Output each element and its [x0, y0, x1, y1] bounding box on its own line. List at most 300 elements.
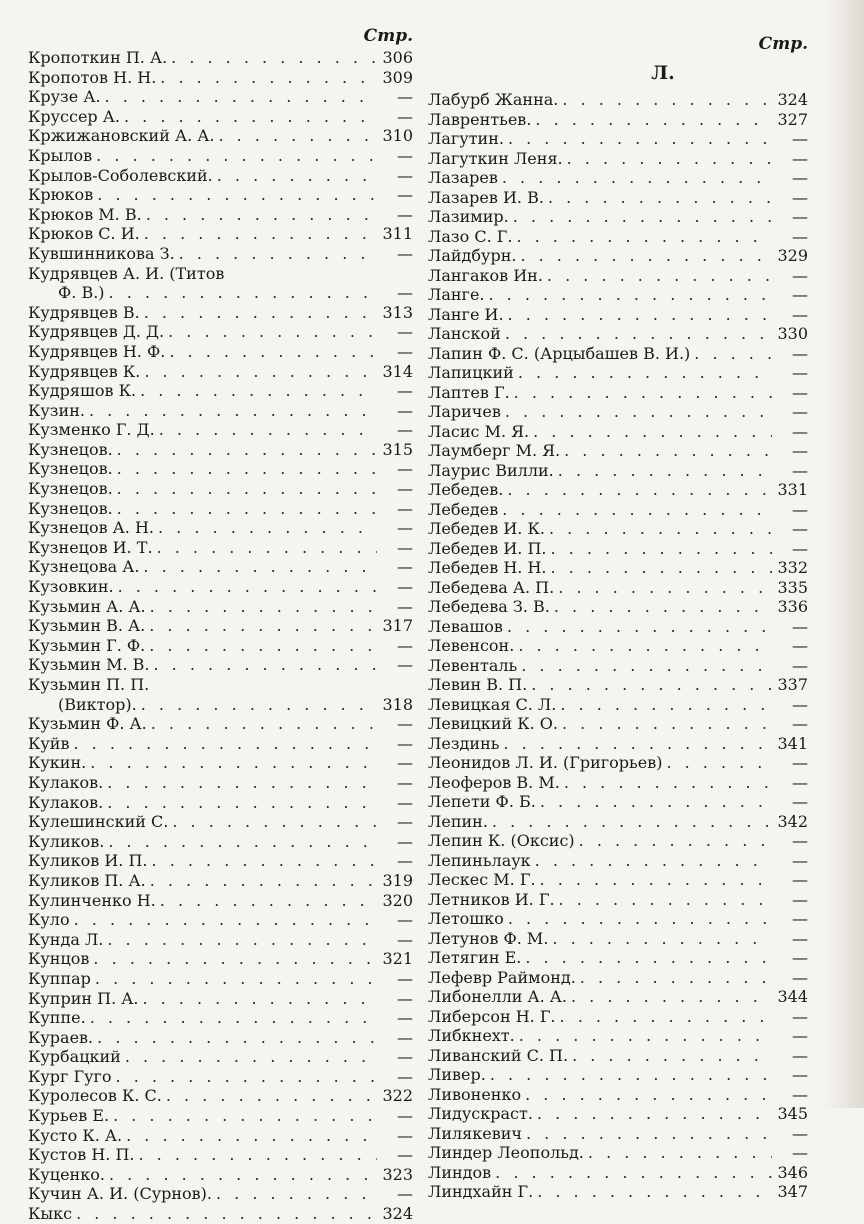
- index-entry: [428, 441, 808, 461]
- entry-page-number: 336: [777, 597, 808, 616]
- entry-page-number: —: [792, 694, 808, 714]
- entry-name: Лепин.: [428, 811, 488, 831]
- entry-page-number: —: [792, 129, 808, 148]
- entry-name: Кузменко Г. Д.: [28, 420, 155, 440]
- entry-page-number: —: [792, 792, 808, 811]
- entry-name: Кукин.: [28, 753, 87, 773]
- entry-name: Куло: [28, 910, 70, 930]
- entry-name: Либкнехт.: [428, 1026, 515, 1045]
- left-column: [28, 26, 413, 1224]
- index-entry: [28, 166, 413, 186]
- entry-page-number: —: [792, 948, 808, 967]
- entry-name: Кропотов Н. Н.: [28, 67, 157, 87]
- entry-name: Левицкая С. Л.: [428, 694, 557, 714]
- entry-page-number: —: [792, 753, 808, 772]
- index-entry: [428, 305, 808, 325]
- index-entry: [428, 1007, 808, 1027]
- entry-page-number: 311: [382, 224, 413, 244]
- entry-page-number: —: [792, 226, 808, 246]
- index-entry: [28, 773, 413, 793]
- entry-page-number: —: [397, 557, 413, 577]
- entry-page-number: —: [397, 851, 413, 871]
- dot-leader: [588, 1143, 772, 1159]
- dot-leader: [144, 303, 377, 319]
- dot-leader: [140, 381, 377, 397]
- index-entry: [428, 149, 808, 169]
- index-entry: [428, 90, 808, 110]
- entry-name: Лагутин.: [428, 129, 504, 148]
- dot-leader: [560, 1007, 772, 1023]
- index-entry: [428, 402, 808, 422]
- entry-page-number: —: [792, 1143, 808, 1162]
- index-entry: [428, 948, 808, 968]
- dot-leader: [73, 734, 377, 750]
- dot-leader: [139, 1145, 378, 1161]
- entry-name: Лебедева А. П.: [428, 577, 555, 597]
- dot-leader: [116, 1067, 377, 1083]
- index-entry: [28, 1086, 413, 1106]
- entry-name: Куликов П. А.: [28, 870, 146, 890]
- dot-leader: [502, 168, 772, 184]
- dot-leader: [117, 499, 377, 515]
- entry-page-number: —: [397, 1027, 413, 1047]
- entry-page-number: —: [397, 831, 413, 851]
- entry-page-number: 320: [382, 890, 413, 910]
- entry-page-number: 324: [382, 1204, 413, 1224]
- entry-page-number: —: [397, 479, 413, 499]
- dot-leader: [579, 831, 772, 847]
- entry-page-number: —: [397, 1145, 413, 1165]
- dot-leader: [513, 207, 772, 223]
- entry-page-number: —: [792, 382, 808, 402]
- entry-name: Кузьмин А. А.: [28, 596, 146, 616]
- entry-page-number: —: [397, 518, 413, 538]
- entry-page-number: —: [397, 204, 413, 224]
- index-entry: [28, 675, 413, 695]
- index-entry: [28, 1028, 413, 1048]
- dot-leader: [90, 753, 377, 769]
- entry-page-number: —: [792, 421, 808, 441]
- index-entry: [28, 224, 413, 244]
- entry-page-number: —: [792, 460, 808, 480]
- entry-page-number: —: [397, 283, 413, 303]
- index-entry: [428, 909, 808, 929]
- entry-page-number: —: [792, 1065, 808, 1084]
- entry-page-number: —: [792, 207, 808, 226]
- section-letter: Л.: [651, 62, 675, 84]
- entry-page-number: 330: [777, 324, 808, 343]
- dot-leader: [151, 714, 377, 730]
- entry-name: Летников И. Г.: [428, 889, 555, 909]
- index-entry: [428, 266, 808, 286]
- index-entry: [428, 539, 808, 559]
- entry-name: Кусто К. А.: [28, 1125, 123, 1145]
- index-entry: [28, 910, 413, 930]
- dot-leader: [521, 656, 772, 672]
- dot-leader: [554, 597, 772, 613]
- index-entry: [428, 1182, 808, 1202]
- dot-leader: [558, 578, 772, 594]
- dot-leader: [143, 557, 377, 573]
- dot-leader: [559, 890, 772, 906]
- entry-page-number: 335: [777, 577, 808, 597]
- dot-leader: [507, 617, 772, 633]
- dot-leader: [96, 146, 377, 162]
- index-entry: [428, 1143, 808, 1163]
- entry-page-number: —: [792, 187, 808, 207]
- entry-name: Кудрявцев Н. Ф.: [28, 341, 166, 361]
- entry-name: Крюков: [28, 185, 94, 205]
- entry-name: Либонелли А. А.: [428, 987, 567, 1006]
- entry-name: Лебедев: [428, 499, 499, 519]
- entry-name: Лаумберг М. Я.: [428, 441, 561, 460]
- index-entry: [428, 363, 808, 383]
- index-entry: [428, 324, 808, 344]
- entry-page-number: —: [792, 441, 808, 460]
- dot-leader: [109, 283, 377, 299]
- index-entry: [428, 1026, 808, 1046]
- index-entry: [428, 1163, 808, 1183]
- dot-leader: [562, 714, 772, 730]
- dot-leader: [93, 949, 377, 965]
- index-entry: [428, 500, 808, 520]
- entry-name: Кузнецов.: [28, 459, 113, 479]
- entry-page-number: —: [397, 106, 413, 126]
- index-entry: [428, 227, 808, 247]
- index-entry: [28, 871, 413, 891]
- entry-page-number: 324: [777, 90, 808, 109]
- index-entry: [28, 851, 413, 871]
- dot-leader: [519, 1026, 772, 1042]
- index-entry: [28, 68, 413, 88]
- entry-name: Кудрявцев Д. Д.: [28, 322, 165, 342]
- entry-name: Лаптев Г.: [428, 382, 510, 402]
- index-entry: [28, 146, 413, 166]
- dot-leader: [150, 597, 377, 613]
- entry-page-number: —: [792, 519, 808, 538]
- dot-leader: [507, 480, 772, 496]
- dot-leader: [113, 1106, 377, 1122]
- entry-name: Линдер Леопольд.: [428, 1143, 584, 1162]
- index-entry: [28, 381, 413, 401]
- dot-leader: [518, 636, 772, 652]
- dot-leader: [518, 363, 772, 379]
- dot-leader: [109, 1165, 377, 1181]
- index-entry: [28, 557, 413, 577]
- entry-page-number: —: [397, 459, 413, 479]
- index-entry: [28, 499, 413, 519]
- dot-leader: [157, 538, 377, 554]
- dot-leader: [146, 205, 377, 221]
- entry-name: Лилякевич: [428, 1123, 522, 1143]
- entry-page-number: 337: [777, 675, 808, 694]
- entry-page-number: —: [792, 1045, 808, 1065]
- dot-leader: [525, 1085, 772, 1101]
- entry-name: Кунцов: [28, 949, 90, 969]
- entry-page-number: —: [792, 928, 808, 948]
- entry-name: Лескес М. Г.: [428, 870, 536, 889]
- dot-leader: [108, 832, 377, 848]
- entry-name: Кузнецов.: [28, 479, 113, 499]
- entry-page-number: —: [397, 910, 413, 930]
- dot-leader: [564, 773, 772, 789]
- entry-page-number: —: [397, 929, 413, 949]
- dot-leader: [508, 305, 772, 321]
- index-entry: [428, 929, 808, 949]
- entry-name: Ланге.: [428, 285, 485, 304]
- entry-page-number: 323: [382, 1164, 413, 1184]
- index-entry: [428, 714, 808, 734]
- index-entry: [28, 538, 413, 558]
- dot-leader: [560, 695, 772, 711]
- page-column-header: Стр.: [363, 26, 413, 46]
- entry-name: Ливанский С. П.: [428, 1045, 569, 1065]
- index-entry: [428, 1085, 808, 1105]
- entry-name: Кург Гуго: [28, 1066, 112, 1086]
- index-entry: [28, 891, 413, 911]
- index-entry: [28, 283, 413, 303]
- entry-name: Кулаков.: [28, 792, 104, 812]
- dot-leader: [124, 107, 377, 123]
- entry-name: Лазо С. Г.: [428, 226, 513, 246]
- entry-page-number: —: [397, 381, 413, 401]
- entry-page-number: —: [792, 343, 808, 363]
- index-entry: [428, 890, 808, 910]
- dot-leader: [117, 479, 377, 495]
- entry-page-number: 322: [382, 1086, 413, 1106]
- entry-page-number: —: [397, 185, 413, 205]
- entry-name: Куприн П. А.: [28, 988, 139, 1008]
- dot-leader: [531, 675, 772, 691]
- entry-name: Лазарев: [428, 168, 498, 187]
- index-entry: [428, 597, 808, 617]
- entry-page-number: 317: [382, 616, 413, 636]
- entry-name: Кузнецов.: [28, 439, 113, 459]
- index-entry: [28, 87, 413, 107]
- index-entry: [428, 461, 808, 481]
- index-entry: [28, 636, 413, 656]
- index-entry: [428, 480, 808, 500]
- entry-page-number: —: [397, 753, 413, 773]
- index-entry: [28, 420, 413, 440]
- index-entry: [28, 1204, 413, 1224]
- entry-name: Лефевр Раймонд.: [428, 967, 576, 987]
- entry-page-number: —: [397, 1125, 413, 1145]
- dot-leader: [217, 166, 377, 182]
- index-entry: [428, 519, 808, 539]
- index-entry: [28, 597, 413, 617]
- entry-name: Левенталь: [428, 655, 518, 675]
- dot-leader: [537, 1104, 772, 1120]
- index-entry: [28, 1008, 413, 1028]
- entry-name: Летошко: [428, 909, 504, 928]
- entry-name: Лепин К. (Оксис): [428, 831, 575, 850]
- entry-name: Кузьмин Г. Ф.: [28, 635, 146, 655]
- entry-page-number: —: [792, 714, 808, 733]
- entry-name: Кропоткин П. А.: [28, 48, 168, 67]
- entry-page-number: —: [397, 772, 413, 792]
- dot-leader: [520, 246, 772, 262]
- entry-page-number: —: [792, 831, 808, 850]
- entry-name: Куйв: [28, 733, 70, 753]
- index-entry: [428, 188, 808, 208]
- page-column-header: Стр.: [758, 34, 808, 54]
- entry-name: Кулаков.: [28, 772, 104, 792]
- dot-leader: [118, 577, 377, 593]
- index-entry: [28, 949, 413, 969]
- entry-name: Курьев Е.: [28, 1106, 110, 1126]
- entry-page-number: 345: [777, 1104, 808, 1123]
- entry-page-number: —: [397, 968, 413, 988]
- dot-leader: [558, 461, 772, 477]
- entry-name: Кудрявцев А. И. (Титов: [28, 263, 225, 283]
- entry-page-number: 331: [777, 480, 808, 499]
- entry-page-number: —: [397, 1184, 413, 1204]
- entry-name: Ливоненко: [428, 1084, 522, 1104]
- index-entry: [428, 773, 808, 793]
- dot-leader: [505, 324, 772, 340]
- entry-page-number: —: [792, 1006, 808, 1026]
- index-entry: [28, 479, 413, 499]
- dot-leader: [216, 1184, 377, 1200]
- index-entry: [428, 1065, 808, 1085]
- dot-leader: [107, 793, 377, 809]
- index-entry: [428, 383, 808, 403]
- entry-page-number: 332: [777, 558, 808, 577]
- index-entry: [28, 577, 413, 597]
- page-edge-shadow: [824, 0, 864, 1108]
- entry-name: Ланской: [428, 324, 501, 343]
- entry-page-number: —: [792, 850, 808, 870]
- dot-leader: [154, 655, 378, 671]
- index-entry: [428, 617, 808, 637]
- dot-leader: [169, 342, 377, 358]
- index-entry: [28, 969, 413, 989]
- index-entry: [28, 342, 413, 362]
- dot-leader: [508, 129, 772, 145]
- dot-leader: [549, 519, 772, 535]
- entry-page-number: —: [397, 1008, 413, 1028]
- dot-leader: [117, 440, 377, 456]
- dot-leader: [580, 968, 772, 984]
- dot-leader: [74, 910, 377, 926]
- entry-name: Лаврентьев.: [428, 109, 532, 129]
- index-entry: [28, 362, 413, 382]
- right-column: [428, 26, 808, 1202]
- entry-name: Лебедев И. К.: [428, 519, 545, 538]
- entry-name: Кустов Н. П.: [28, 1145, 135, 1165]
- entry-name: Левенсон.: [428, 636, 515, 655]
- dot-leader: [503, 734, 772, 750]
- entry-page-number: —: [397, 1066, 413, 1086]
- entry-name: Ливер.: [428, 1065, 486, 1084]
- index-entry: [28, 264, 413, 284]
- index-entry: [428, 1104, 808, 1124]
- index-entry: [28, 518, 413, 538]
- entry-name: Летягин Е.: [428, 948, 522, 967]
- entry-page-number: —: [792, 265, 808, 285]
- dot-leader: [90, 1008, 377, 1024]
- entry-page-number: —: [397, 322, 413, 342]
- dot-leader: [152, 851, 377, 867]
- dot-leader: [144, 362, 377, 378]
- index-entry: [28, 459, 413, 479]
- entry-page-number: —: [397, 537, 413, 557]
- dot-leader: [171, 48, 377, 64]
- entry-page-number: —: [792, 772, 808, 792]
- entry-name: Крюков М. В.: [28, 204, 142, 224]
- index-entry: [28, 1047, 413, 1067]
- entry-page-number: 309: [382, 67, 413, 87]
- index-entry: [28, 832, 413, 852]
- index-entry: [28, 1106, 413, 1126]
- entry-page-number: —: [397, 498, 413, 518]
- entry-name: Куппар: [28, 968, 91, 988]
- dot-leader: [551, 558, 773, 574]
- dot-leader: [125, 1047, 377, 1063]
- entry-name: Кулешинский С.: [28, 812, 169, 832]
- dot-leader: [526, 1124, 772, 1140]
- index-entry: [428, 129, 808, 149]
- dot-leader: [540, 792, 772, 808]
- entry-name: Кулинченко Н.: [28, 890, 156, 910]
- index-entry: [28, 185, 413, 205]
- entry-name: Леонидов Л. И. (Григорьев): [428, 753, 663, 772]
- dot-leader: [159, 420, 377, 436]
- entry-name: Кучин А. И. (Сурнов).: [28, 1184, 212, 1204]
- entry-page-number: —: [792, 168, 808, 187]
- index-entry: [28, 1184, 413, 1204]
- index-entry: [28, 734, 413, 754]
- entry-page-number: 310: [382, 126, 413, 146]
- dot-leader: [97, 1028, 377, 1044]
- index-entry: [28, 1126, 413, 1146]
- dot-leader: [502, 500, 772, 516]
- index-entry: [28, 205, 413, 225]
- dot-leader: [149, 636, 377, 652]
- dot-leader: [160, 891, 377, 907]
- entry-page-number: —: [792, 1026, 808, 1045]
- index-entry: [28, 616, 413, 636]
- entry-name: Ланге И.: [428, 304, 504, 324]
- entry-name: Лепиньлаук: [428, 850, 531, 870]
- entry-page-number: —: [792, 1084, 808, 1104]
- dot-leader: [107, 930, 377, 946]
- entry-name: Куликов.: [28, 831, 105, 851]
- entry-name: Кузнецов И. Т.: [28, 537, 153, 557]
- index-entry: [428, 558, 808, 578]
- index-entry: [428, 344, 808, 364]
- entry-name: Ласис М. Я.: [428, 421, 530, 441]
- entry-page-number: —: [397, 400, 413, 420]
- index-entry: [428, 285, 808, 305]
- entry-name: Куппе.: [28, 1008, 86, 1028]
- index-entry: [428, 1046, 808, 1066]
- entry-page-number: —: [792, 889, 808, 909]
- entry-name: Лебедев И. П.: [428, 538, 547, 558]
- entry-name: Кудряшов К.: [28, 381, 137, 401]
- entry-page-number: —: [397, 812, 413, 832]
- entry-page-number: —: [792, 363, 808, 382]
- entry-name: Лебедев Н. Н.: [428, 558, 547, 577]
- entry-page-number: 306: [382, 48, 413, 67]
- entry-name: Кунда Л.: [28, 929, 104, 949]
- entry-page-number: 327: [777, 109, 808, 129]
- entry-page-number: —: [792, 402, 808, 421]
- dot-leader: [166, 1086, 377, 1102]
- entry-name: Линдхайн Г.: [428, 1182, 534, 1201]
- entry-page-number: 341: [777, 733, 808, 753]
